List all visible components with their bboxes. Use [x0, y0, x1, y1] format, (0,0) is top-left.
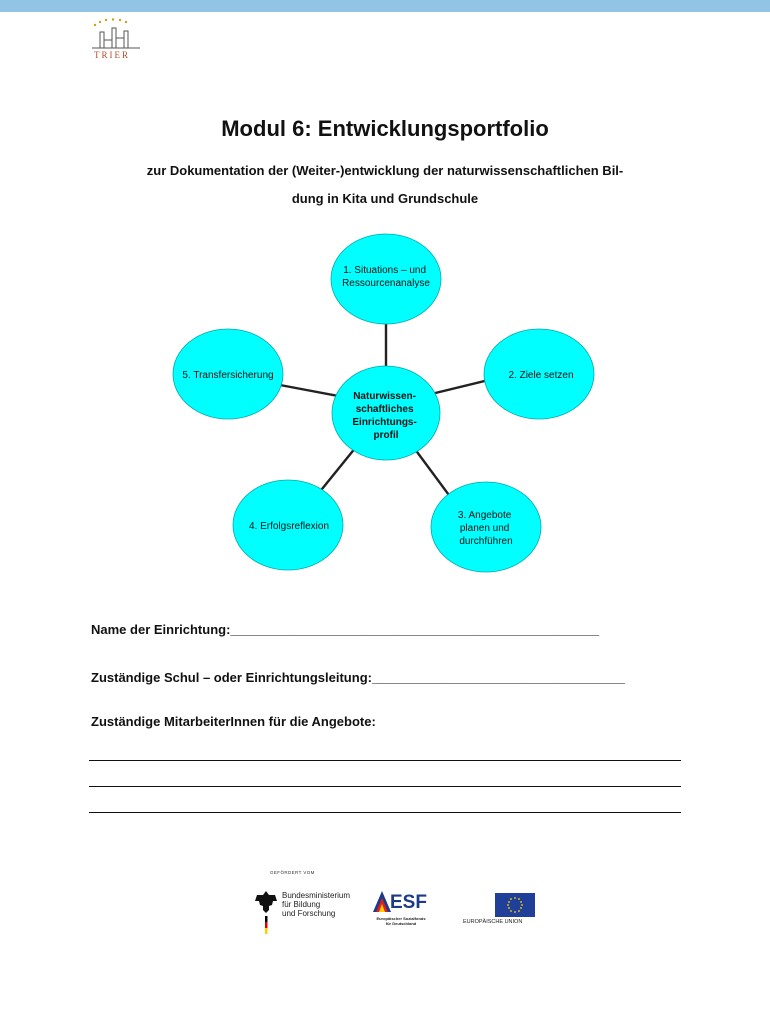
node-5-label: 5. Transfersicherung [182, 370, 274, 381]
node-1-label: 1. Situations – und Ressourcenanalyse [342, 265, 430, 289]
page-subtitle: zur Dokumentation der (Weiter-)entwicklung der naturwissenschaftlichen Bil- dung in Kita und Grundschule [146, 163, 624, 206]
leitung-field-label: Zuständige Schul – oder Einrichtungsleitung:___________________________________ [91, 670, 626, 685]
funded-by-label: GEFÖRDERT VOM [270, 870, 315, 875]
staff-entry-line [89, 812, 681, 813]
eu-caption: EUROPÄISCHE UNION [463, 919, 523, 925]
node-4-label: 4. Erfolgsreflexion [248, 521, 330, 532]
node-2-label: 2. Ziele setzen [508, 370, 574, 381]
center-label-line: Naturwissen- [353, 391, 417, 402]
staff-field-label: Zuständige MitarbeiterInnen für die Angebote: [91, 714, 376, 729]
staff-entry-line [89, 786, 681, 787]
page-title: Modul 6: Entwicklungsportfolio [221, 116, 549, 141]
esf-logo-text: ESF [390, 892, 427, 913]
eu-flag-icon [495, 893, 535, 917]
name-field-label: Name der Einrichtung:___________________________________________________ [91, 622, 600, 637]
bmbf-text: Bundesministerium für Bildung und Forschung [282, 891, 351, 918]
logo-text: TRIER [94, 50, 130, 60]
german-eagle-icon [252, 889, 280, 937]
center-label-line: schaftliches [355, 404, 414, 415]
staff-entry-line [89, 760, 681, 761]
esf-triangle-logo [372, 890, 392, 914]
center-label-line: Einrichtungs- [352, 417, 417, 428]
center-label-line: profil [373, 430, 399, 441]
node-3-label: 3. Angebote planen und durchführen [457, 510, 513, 547]
esf-caption: Europäischer Sozialfonds für Deutschland [376, 916, 426, 926]
